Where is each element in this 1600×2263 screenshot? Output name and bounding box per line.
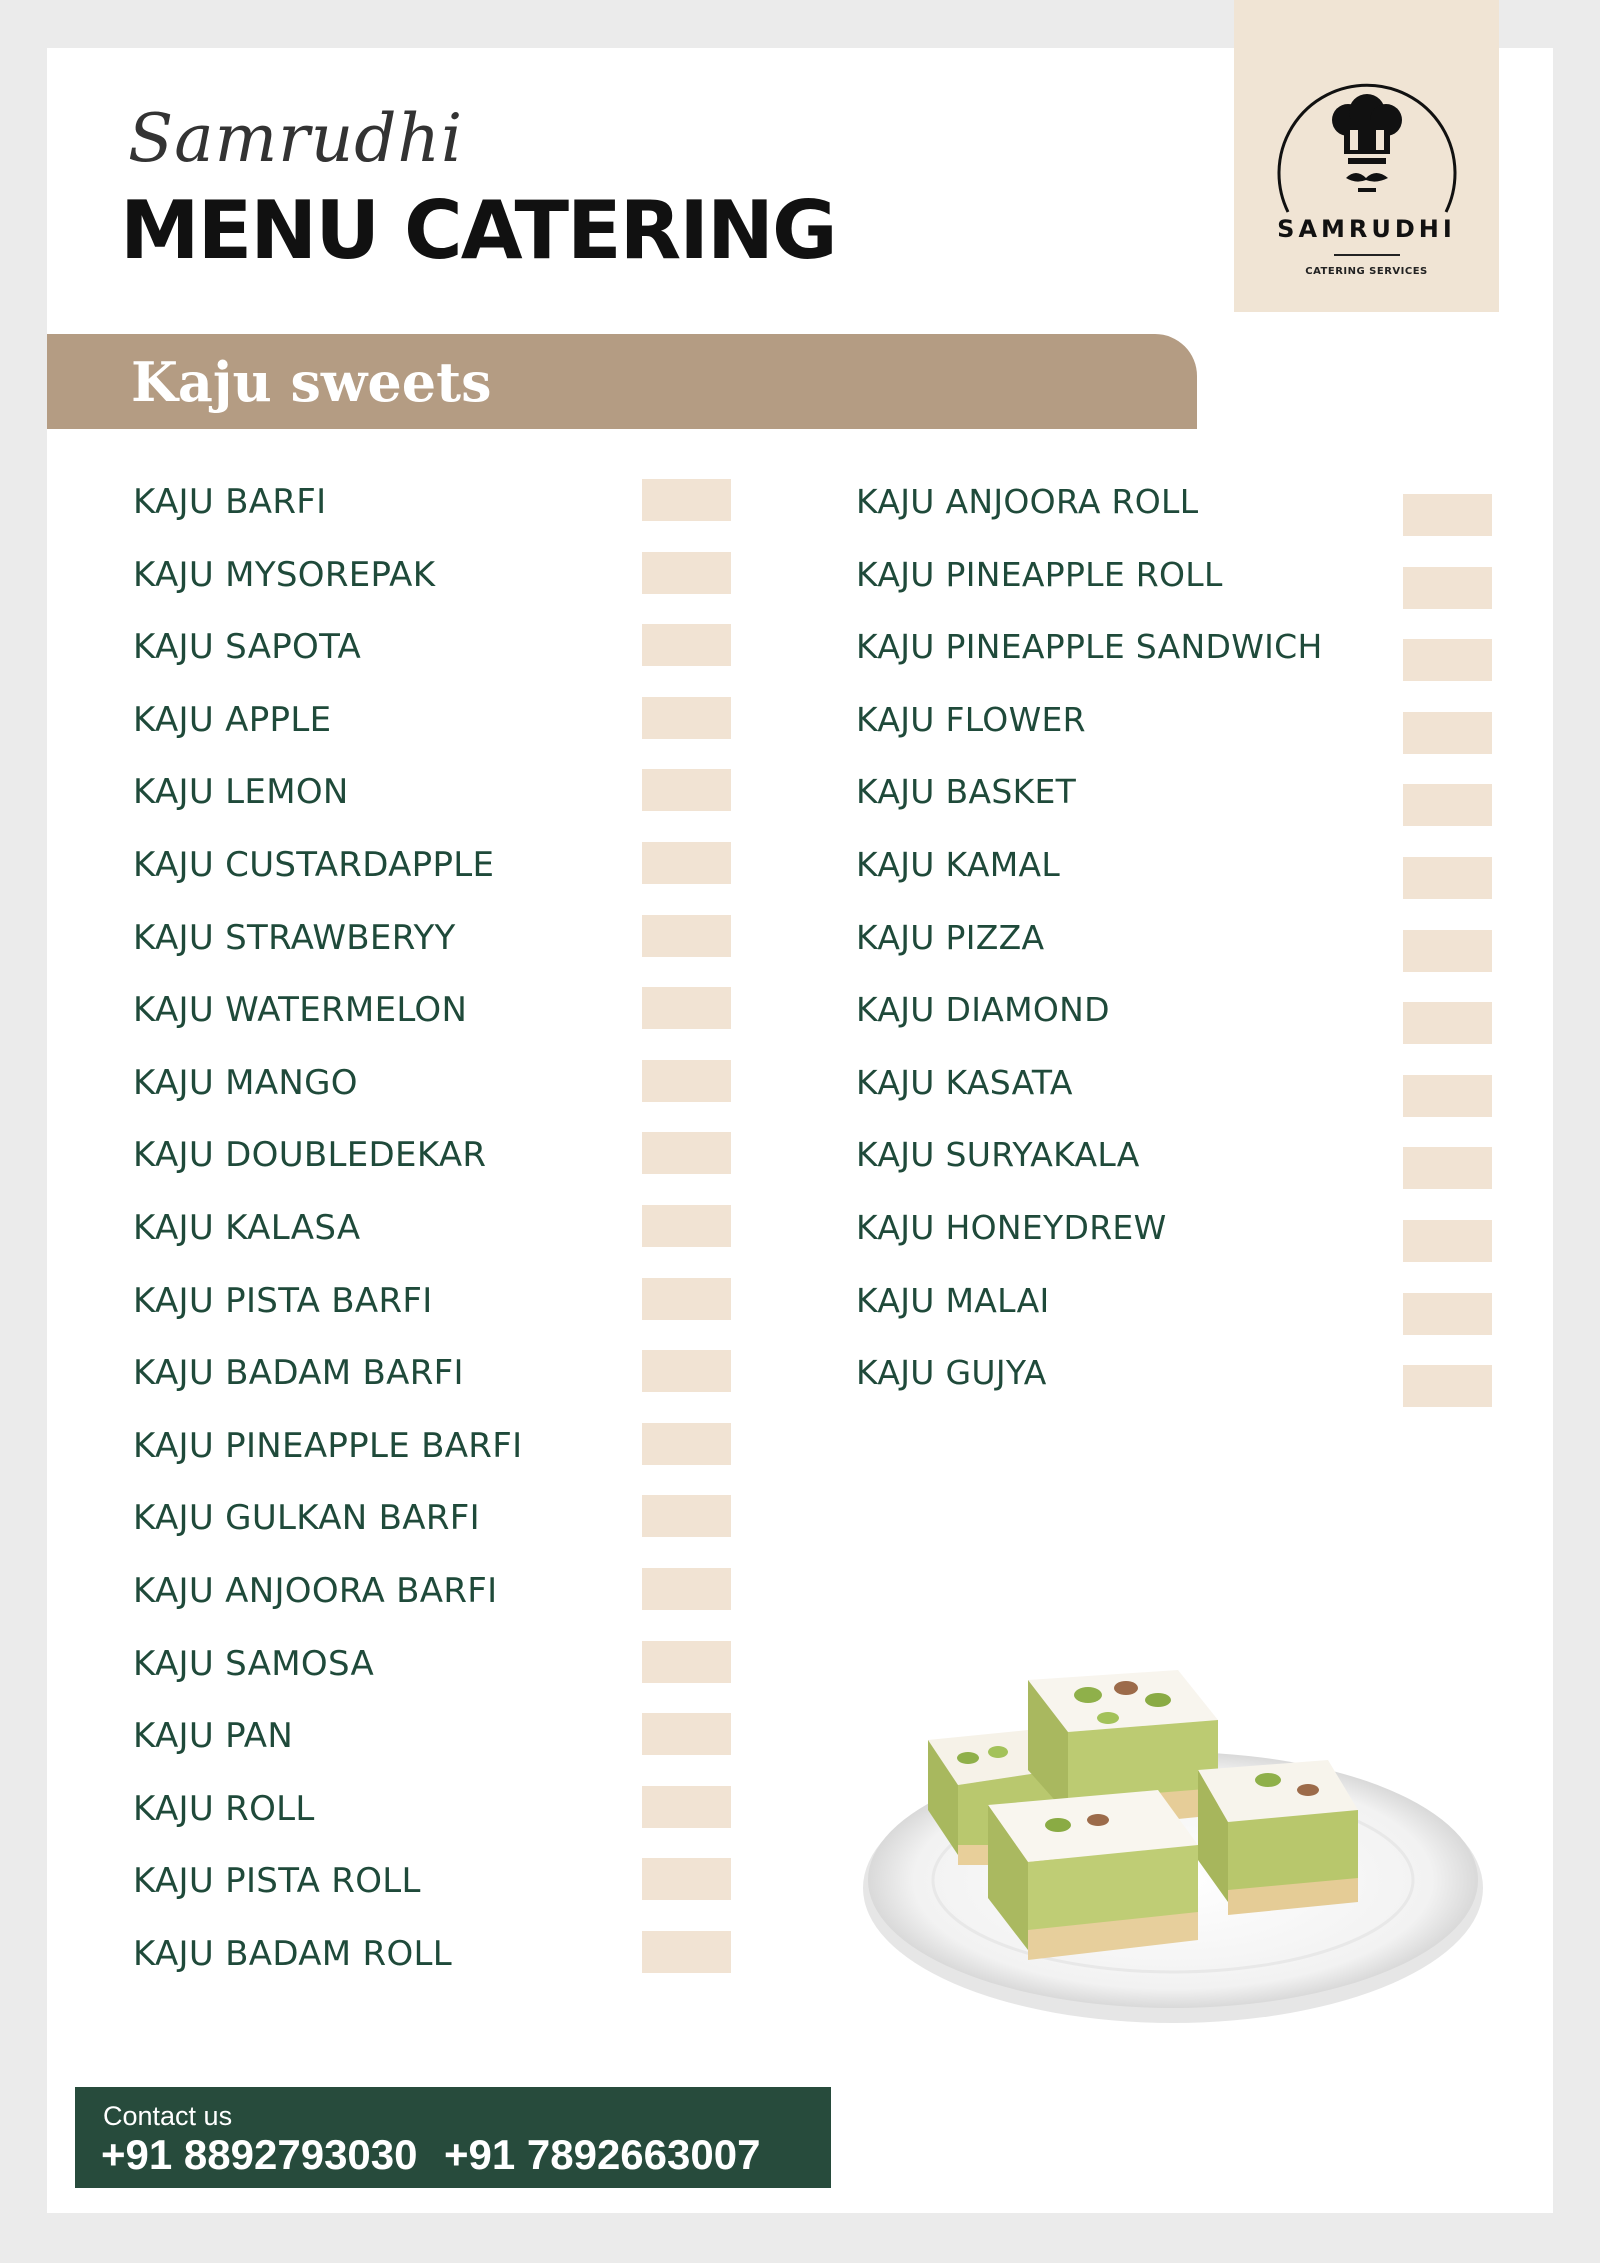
menu-item <box>133 688 733 761</box>
menu-item-name: KAJU DIAMOND <box>856 990 1110 1030</box>
menu-item-checkbox[interactable] <box>642 1858 731 1900</box>
contact-label: Contact us <box>103 2101 233 2131</box>
menu-item-name: KAJU BASKET <box>856 772 1077 812</box>
menu-item-name: KAJU SURYAKALA <box>856 1135 1140 1175</box>
menu-item <box>856 615 1496 688</box>
logo-tagline: CATERING SERVICES <box>1305 266 1428 277</box>
menu-item-name: KAJU PAN <box>133 1716 294 1757</box>
menu-item <box>133 833 733 906</box>
menu-item <box>133 1849 733 1922</box>
menu-item <box>856 906 1496 979</box>
menu-item <box>856 1269 1496 1342</box>
menu-item <box>133 1196 733 1269</box>
menu-item <box>133 1269 733 1342</box>
menu-item-name: KAJU DOUBLEDEKAR <box>133 1135 487 1176</box>
menu-item-name: KAJU PINEAPPLE BARFI <box>133 1425 523 1466</box>
menu-item-checkbox[interactable] <box>642 697 731 739</box>
page-title: MENU CATERING <box>120 184 836 277</box>
logo-name: SAMRUDHI <box>1277 215 1456 243</box>
menu-item-name: KAJU GUJYA <box>856 1353 1047 1393</box>
menu-item-name: KAJU FLOWER <box>856 699 1086 739</box>
menu-item <box>133 1123 733 1196</box>
menu-item-checkbox[interactable] <box>1403 1075 1492 1117</box>
menu-item-checkbox[interactable] <box>642 1350 731 1392</box>
menu-item-name: KAJU ANJOORA ROLL <box>856 482 1199 521</box>
menu-item-name: KAJU CUSTARDAPPLE <box>133 844 495 885</box>
menu-item <box>856 1051 1496 1124</box>
menu-item-name: KAJU BARFI <box>133 482 327 522</box>
menu-item-checkbox[interactable] <box>642 987 731 1029</box>
menu-item <box>133 906 733 979</box>
menu-item <box>856 1341 1496 1414</box>
menu-item-checkbox[interactable] <box>642 1205 731 1247</box>
menu-item-name: KAJU STRAWBERYY <box>133 917 456 958</box>
menu-item-checkbox[interactable] <box>642 1278 731 1320</box>
section-banner <box>47 334 1197 429</box>
menu-item <box>133 1632 733 1705</box>
menu-item-name: KAJU MALAI <box>856 1280 1050 1320</box>
menu-item-checkbox[interactable] <box>642 1713 731 1755</box>
menu-item <box>856 1123 1496 1196</box>
menu-item <box>133 760 733 833</box>
menu-item-checkbox[interactable] <box>1403 712 1492 754</box>
menu-item-checkbox[interactable] <box>1403 1220 1492 1262</box>
menu-list-left <box>133 470 733 1994</box>
menu-item-name: KAJU BADAM ROLL <box>133 1933 453 1974</box>
menu-item-checkbox[interactable] <box>1403 784 1492 826</box>
menu-item-checkbox[interactable] <box>642 1641 731 1683</box>
menu-item-checkbox[interactable] <box>1403 1147 1492 1189</box>
menu-item <box>133 1414 733 1487</box>
menu-item-checkbox[interactable] <box>642 552 731 594</box>
menu-item-name: KAJU WATERMELON <box>133 990 468 1031</box>
menu-item-name: KAJU MYSOREPAK <box>133 554 436 595</box>
menu-item <box>133 1559 733 1632</box>
menu-item-checkbox[interactable] <box>642 1060 731 1102</box>
menu-list-right <box>856 470 1496 1414</box>
menu-item-name: KAJU PINEAPPLE ROLL <box>856 554 1223 594</box>
menu-item <box>133 1341 733 1414</box>
menu-item-name: KAJU ANJOORA BARFI <box>133 1570 498 1611</box>
menu-item-name: KAJU GULKAN BARFI <box>133 1498 480 1539</box>
menu-item-checkbox[interactable] <box>642 769 731 811</box>
menu-item <box>133 470 733 543</box>
menu-item <box>133 1922 733 1995</box>
menu-item <box>856 978 1496 1051</box>
menu-item-name: KAJU SAPOTA <box>133 627 362 668</box>
menu-item-checkbox[interactable] <box>642 1931 731 1973</box>
menu-item-checkbox[interactable] <box>642 1132 731 1174</box>
section-title: Kaju sweets <box>131 350 492 414</box>
menu-item-name: KAJU MANGO <box>133 1062 358 1103</box>
menu-item-checkbox[interactable] <box>642 1495 731 1537</box>
menu-item <box>856 760 1496 833</box>
menu-item-name: KAJU KAMAL <box>856 844 1061 884</box>
menu-item-checkbox[interactable] <box>642 842 731 884</box>
menu-item <box>133 1704 733 1777</box>
contact-box <box>75 2087 831 2188</box>
menu-item <box>133 1486 733 1559</box>
menu-item-name: KAJU PISTA ROLL <box>133 1861 421 1902</box>
logo-badge <box>1234 0 1499 312</box>
contact-phones <box>101 2131 782 2179</box>
menu-item-name: KAJU SAMOSA <box>133 1643 375 1684</box>
menu-item-checkbox[interactable] <box>1403 930 1492 972</box>
logo-divider <box>1334 254 1400 256</box>
menu-item <box>856 543 1496 616</box>
menu-item-name: KAJU APPLE <box>133 699 332 740</box>
menu-item-checkbox[interactable] <box>642 479 731 521</box>
kaju-sweet-plate-image <box>858 1640 1488 2040</box>
menu-item-checkbox[interactable] <box>1403 567 1492 609</box>
menu-item <box>133 1051 733 1124</box>
menu-item-checkbox[interactable] <box>642 1568 731 1610</box>
menu-item <box>856 470 1496 543</box>
menu-item-checkbox[interactable] <box>1403 1365 1492 1407</box>
brand-script-title: Samrudhi <box>128 100 464 177</box>
menu-item-checkbox[interactable] <box>642 1423 731 1465</box>
menu-item-checkbox[interactable] <box>1403 1002 1492 1044</box>
menu-item-checkbox[interactable] <box>1403 639 1492 681</box>
menu-item <box>856 1196 1496 1269</box>
menu-item <box>856 688 1496 761</box>
menu-item-name: KAJU PINEAPPLE SANDWICH <box>856 627 1323 667</box>
menu-item-name: KAJU ROLL <box>133 1788 315 1829</box>
menu-item-checkbox[interactable] <box>1403 857 1492 899</box>
menu-item <box>133 978 733 1051</box>
menu-item-name: KAJU PISTA BARFI <box>133 1280 433 1321</box>
menu-item-checkbox[interactable] <box>1403 1293 1492 1335</box>
menu-item-name: KAJU PIZZA <box>856 917 1045 957</box>
menu-item <box>856 833 1496 906</box>
menu-item-name: KAJU KASATA <box>856 1062 1073 1102</box>
menu-item <box>133 615 733 688</box>
menu-item-checkbox[interactable] <box>1403 494 1492 536</box>
menu-item-checkbox[interactable] <box>642 915 731 957</box>
menu-item-checkbox[interactable] <box>642 624 731 666</box>
menu-item <box>133 1777 733 1850</box>
menu-item-checkbox[interactable] <box>642 1786 731 1828</box>
menu-item <box>133 543 733 616</box>
menu-item-name: KAJU BADAM BARFI <box>133 1353 464 1394</box>
menu-item-name: KAJU LEMON <box>133 772 349 813</box>
menu-item-name: KAJU KALASA <box>133 1207 361 1248</box>
phone-number[interactable]: +91 8892793030 <box>101 2131 418 2178</box>
phone-number[interactable]: +91 7892663007 <box>443 2131 761 2178</box>
menu-item-name: KAJU HONEYDREW <box>856 1207 1167 1247</box>
